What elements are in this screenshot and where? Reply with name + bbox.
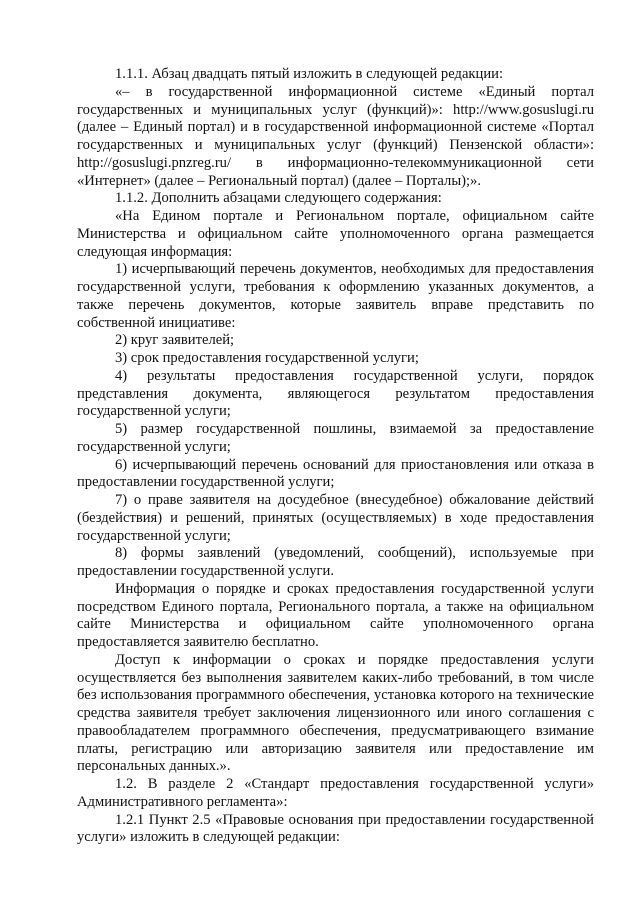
paragraph-1-2: 1.2. В разделе 2 «Стандарт предоставления государственной услуги» Административного регламента»: — [77, 776, 594, 810]
list-item-7: 7) о праве заявителя на досудебное (внесудебное) обжалование действий (бездействия) и решений, принятых (осуществляемых) в ходе предоставления государственной услуги; — [77, 492, 594, 544]
document-page — [77, 66, 594, 847]
list-item-1: 1) исчерпывающий перечень документов, необходимых для предоставления государственной услуги, требования к оформлению указанных документов, а также перечень документов, которые заявитель вправе представить по собственной инициативе: — [77, 261, 594, 331]
list-item-8: 8) формы заявлений (уведомлений, сообщений), используемые при предоставлении государственной услуги. — [77, 545, 594, 579]
list-item-6: 6) исчерпывающий перечень оснований для приостановления или отказа в предоставлении государственной услуги; — [77, 456, 594, 491]
list-item-2: 2) круг заявителей; — [115, 332, 235, 349]
paragraph-free-info: Информация о порядке и сроках предоставления государственной услуги посредством Единого портала, Регионального портала, а также на официальном сайте Министерства и официальном сайте уполномоченного органа предоставляется заявителю бесплатно. — [77, 580, 594, 650]
paragraph-1-2-1: 1.2.1 Пункт 2.5 «Правовые основания при предоставлении государственной услуги» изложить в следующей редакции: — [77, 811, 594, 846]
paragraph-access: Доступ к информации о сроках и порядке предоставления услуги осуществляется без выполнения заявителем каких-либо требований, в том числе без использования программного обеспечения, установка которого на технические средства заявителя требует заключения лицензионного или иного соглашения с правообладателем программного обеспечения, предусматривающего взимание платы, регистрацию или авторизацию заявителя или предоставление им персональных данных.». — [77, 651, 594, 775]
list-item-4: 4) результаты предоставления государственной услуги, порядок представления документа, являющегося результатом предоставления государственной услуги; — [77, 367, 594, 420]
paragraph-info-intro: «На Едином портале и Региональном портале, официальном сайте Министерства и официальном сайте уполномоченного органа размещается следующая информация: — [77, 208, 594, 260]
paragraph-portals: «– в государственной информационной системе «Единый портал государственных и муниципальных услуг (функций)»: http://www.gosuslugi.ru (далее – Единый портал) и в государственной информационной системе «Портал государственных и муниципальных услуг (функций) Пензенской области»: http://gosuslugi.pnzreg.ru/ в информационно-телекоммуникационной сети «Интернет» (далее – Региональный портал) (далее – Порталы);». — [77, 83, 594, 189]
paragraph-1-1-1: 1.1.1. Абзац двадцать пятый изложить в следующей редакции: — [115, 66, 503, 82]
list-item-3: 3) срок предоставления государственной услуги; — [115, 350, 419, 366]
paragraph-1-1-2: 1.1.2. Дополнить абзацами следующего содержания: — [115, 190, 442, 207]
list-item-5: 5) размер государственной пошлины, взимаемой за предоставление государственной услуги; — [77, 421, 594, 455]
